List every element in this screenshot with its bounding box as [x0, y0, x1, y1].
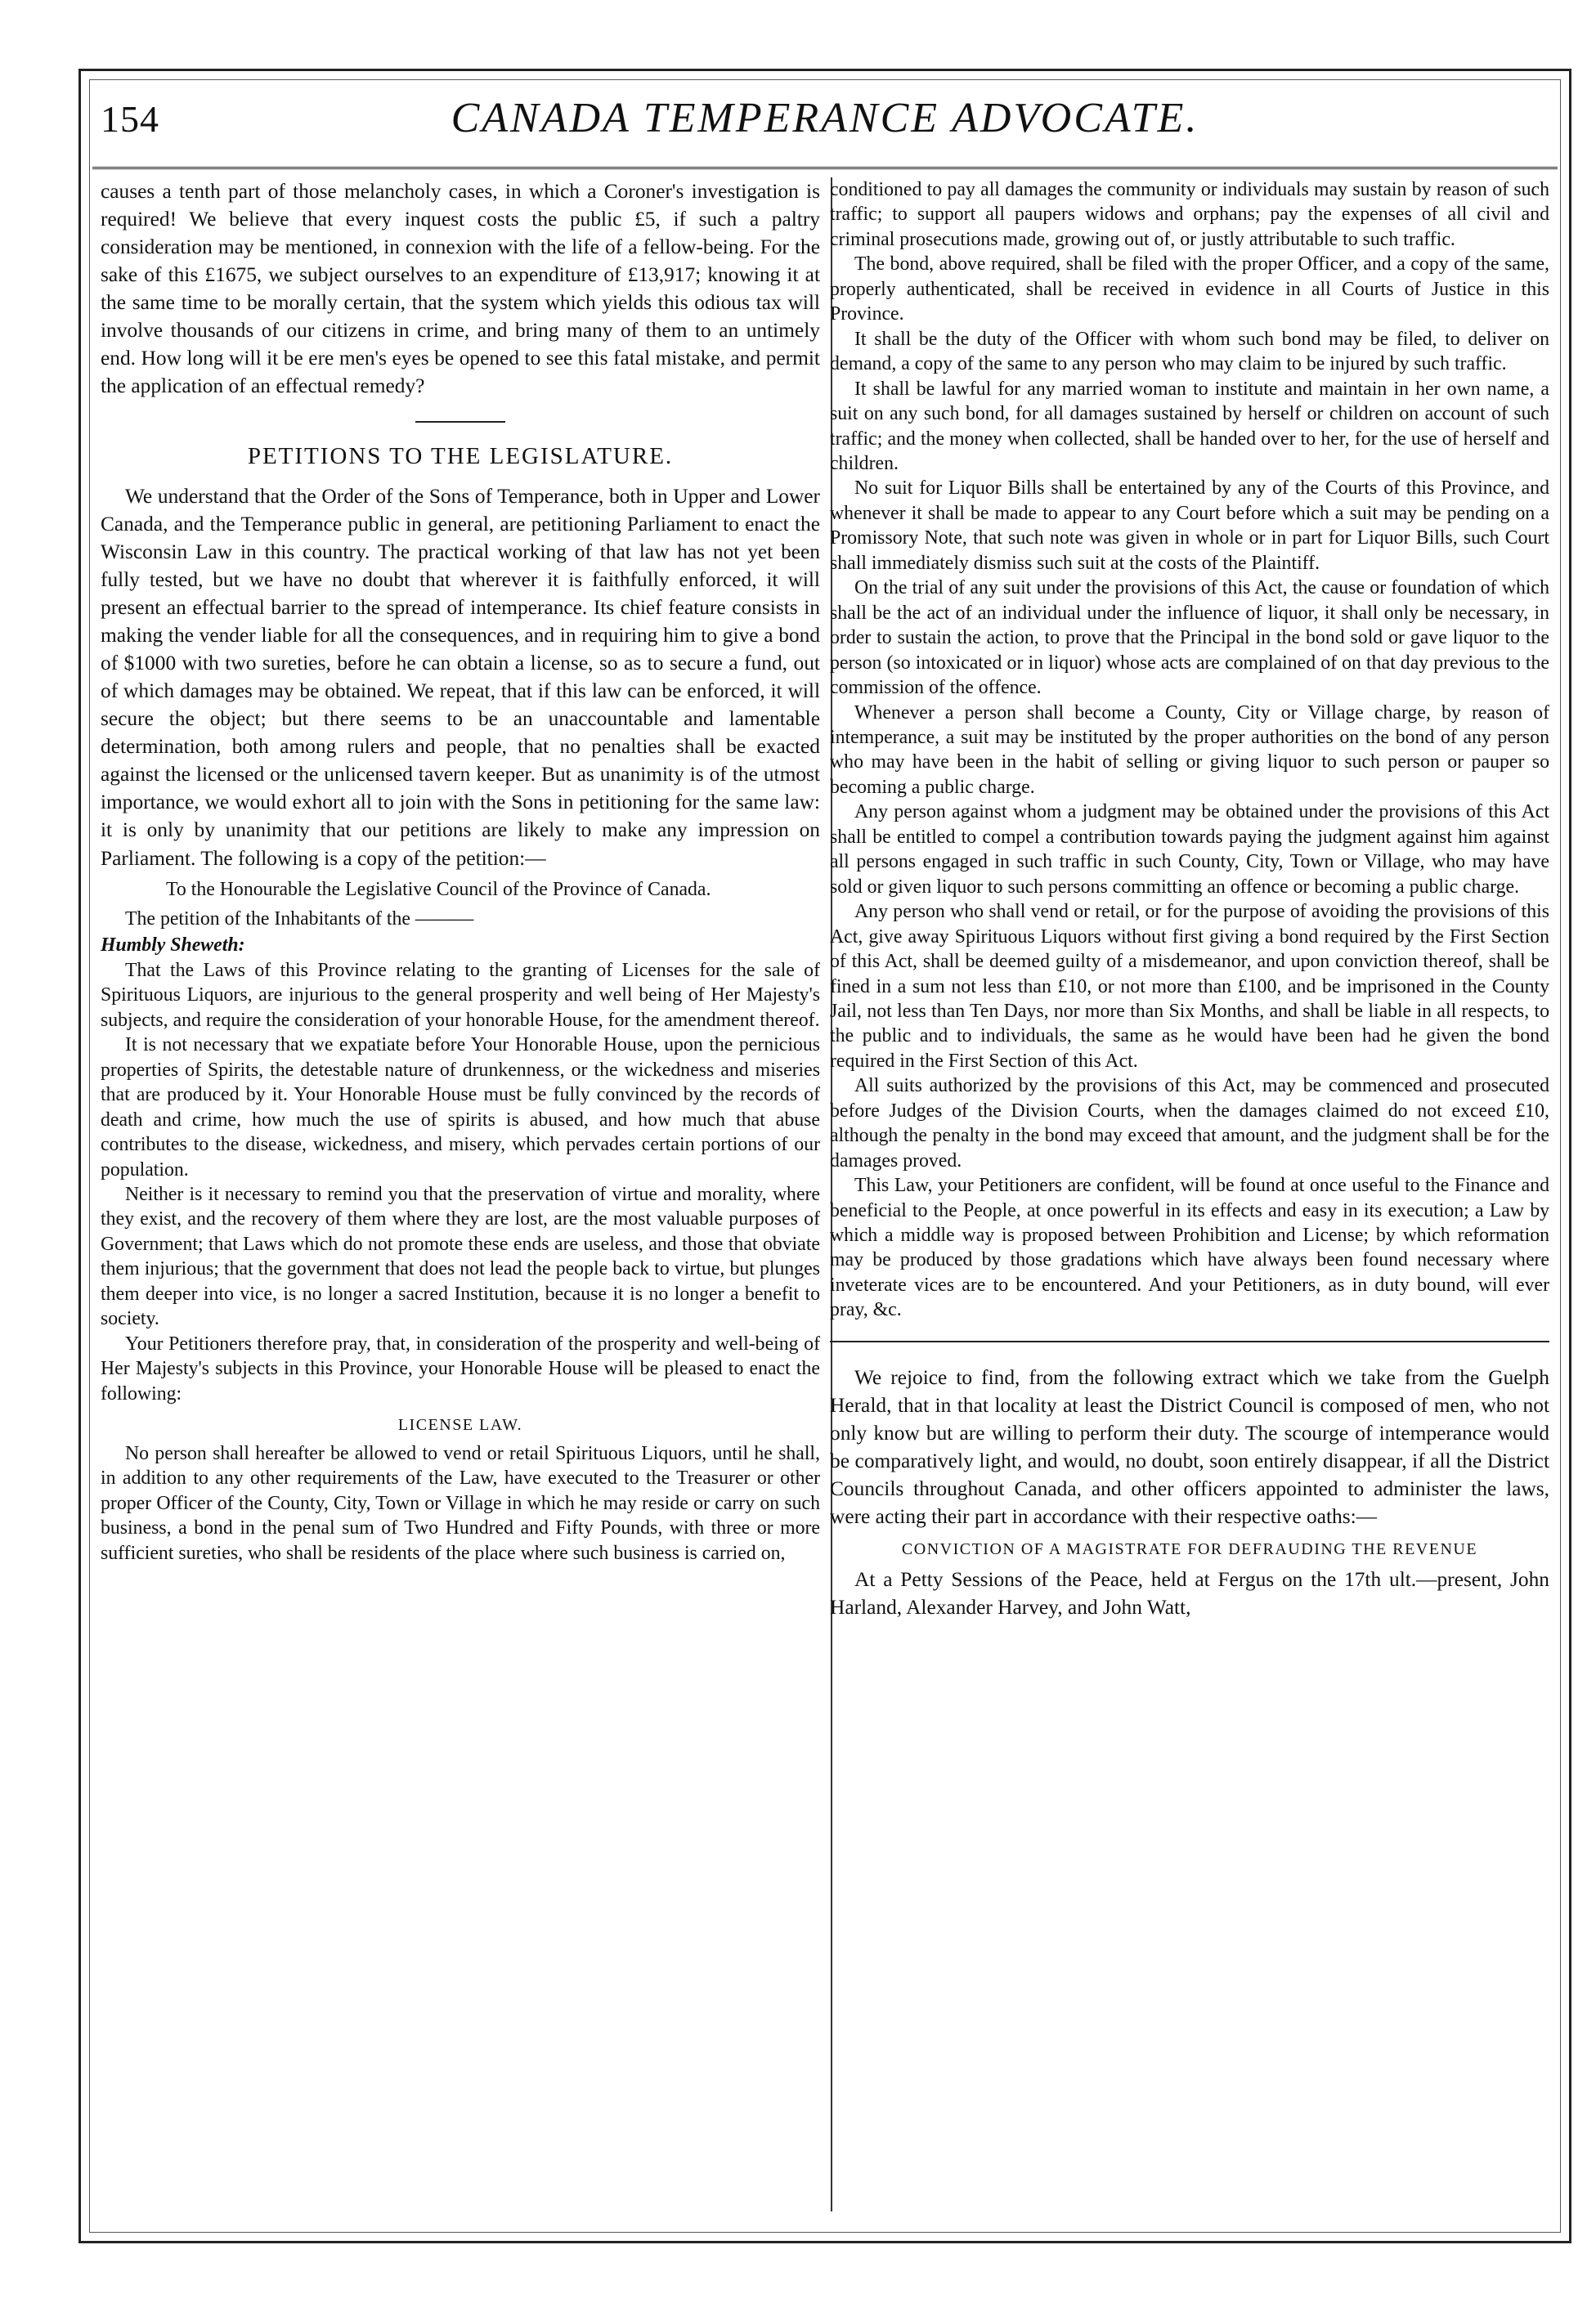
law-paragraph: The bond, above required, shall be filed with the proper Officer, and a copy of the same, properly authenticated, shall be received in evidence in all Courts of Justice in this Province. — [830, 253, 1549, 325]
petition-paragraph: It is not necessary that we expatiate before Your Honorable House, upon the pernicious properties of Spirits, the detestable nature of drunkenness, or the wickedness and miseries that are produced by it. Your Honorable House must be fully convinced by the records of death and crime, how much the use of spirits is abused, and how much that abuse contributes to the disease, wickedness, and misery, which pervades certain portions of our population. — [101, 1034, 820, 1181]
license-law-heading: LICENSE LAW. — [397, 1416, 523, 1435]
section-rule — [415, 421, 505, 423]
law-paragraph: On the trial of any suit under the provisions of this Act, the cause or foundation of which shall be the act of an individual under the influence of liquor, it shall only be necessary, in order to sustain the action, to prove that the Principal in the bond sold or gave liquor to the person (so intoxicated or in liquor) whose acts are complained of on that day previous to the commission of the offence. — [830, 577, 1549, 699]
petition-paragraph: That the Laws of this Province relating to the granting of Licenses for the sale of Spirituous Liquors, are injurious to the general prosperity and well being of Her Majesty's subjects, and require the consideration of your honorable House, for the amendment thereof. — [101, 959, 820, 1031]
petition-salutation: Humbly Sheweth: — [101, 934, 245, 957]
header-rule — [92, 167, 1558, 169]
page-number: 154 — [101, 98, 159, 140]
petition-of: The petition of the Inhabitants of the ——— — [125, 908, 474, 930]
intro-paragraph: causes a tenth part of those melancholy cases, in which a Coroner's investigation is required! We believe that every inquest costs the public £5, if such a paltry consideration may be mentioned, in connexion with the life of a fellow-being. For the sake of this £1675, we subject ourselves to an expenditure of £13,917; knowing it at the same time to be morally certain, that the system which yields this odious tax will involve thousands of our citizens in crime, and bring many of them to an untimely end. How long will it be ere men's eyes be opened to see this fatal mistake, and permit the application of an effectual remedy? — [101, 180, 820, 398]
law-paragraph: No suit for Liquor Bills shall be entertained by any of the Courts of this Province, and whenever it shall be made to appear to any Court before which a suit may be pending on a Promissory Note, that such note was given in whole or in part for Liquor Bills, such Court shall immediately dismiss such suit at the costs of the Plaintiff. — [830, 477, 1549, 574]
law-paragraph: It shall be the duty of the Officer with whom such bond may be filed, to deliver on demand, a copy of the same to any person who may claim to be injured by such traffic. — [830, 328, 1549, 375]
petitions-heading: PETITIONS TO THE LEGISLATURE. — [247, 443, 674, 470]
conviction-paragraph: At a Petty Sessions of the Peace, held at Fergus on the 17th ult.—present, John Harland, Alexander Harvey, and John Watt, — [830, 1567, 1549, 1619]
law-paragraph: Whenever a person shall become a County, City or Village charge, by reason of intemperance, a suit may be instituted by the proper authorities on the bond of any person who may have been in the habit of selling or giving liquor to such person or pauper so becoming a public charge. — [830, 701, 1549, 798]
guelph-paragraph: We rejoice to find, from the following extract which we take from the Guelph Herald, that in that locality at least the District Council is composed of men, who not only know but are willing to perform their duty. The scourge of intemperance would be comparatively light, and would, no doubt, soon entirely disappear, if all the District Councils throughout Canada, and other officers appointed to administer the laws, were acting their part in accordance with their respective oaths:— — [830, 1365, 1549, 1528]
law-paragraph: Any person who shall vend or retail, or for the purpose of avoiding the provisions of this Act, give away Spirituous Liquors without first giving a bond required by the First Section of this Act, shall be deemed guilty of a misdemeanor, and upon conviction thereof, shall be fined in a sum not less than £10, or not more than £100, and be imprisoned in the County Jail, not less than Ten Days, nor more than Six Months, and shall be liable in all respects, to the public and to individuals, the same as he would have been had he given the bond required in the First Section of this Act. — [830, 901, 1549, 1072]
law-paragraph: It shall be lawful for any married woman to institute and maintain in her own name, a suit on any such bond, for all damages sustained by herself or children on account of such traffic; and the money when collected, shall be handed over to her, for the use of herself and children. — [830, 378, 1549, 474]
petitions-paragraph: We understand that the Order of the Sons of Temperance, both in Upper and Lower Canada, and the Temperance public in general, are petitioning Parliament to enact the Wisconsin Law in this country. The practical working of that law has not yet been fully tested, but we have no doubt that wherever it is faithfully enforced, it will present an effectual barrier to the spread of intemperance. Its chief feature consists in making the vender liable for all the consequences, and in requiring him to give a bond of $1000 with two sureties, before he can obtain a license, so as to secure a fund, out of which damages may be obtained. We repeat, that if this law can be enforced, it will secure the object; but there seems to be an unaccountable and lamentable determination, both among rulers and people, that no penalties shall be exacted against the licensed or the unlicensed tavern keeper. But as unanimity is of the utmost importance, we would exhort all to join with the Sons in petitioning for the same law: it is only by unanimity that our petitions are likely to make any impression on Parliament. The following is a copy of the petition:— — [101, 485, 820, 870]
petition-address: To the Honourable the Legislative Council of the Province of Canada. — [166, 878, 711, 900]
petition-paragraph: Your Petitioners therefore pray, that, in consideration of the prosperity and well-being of Her Majesty's subjects in this Province, your Honorable House will be pleased to enact the following: — [101, 1333, 820, 1405]
right-column — [830, 177, 1549, 2211]
law-paragraph: conditioned to pay all damages the community or individuals may sustain by reason of such traffic; to support all paupers widows and orphans; pay the expenses of all civil and criminal prosecutions made, growing out of, or justly attributable to such traffic. — [830, 179, 1549, 250]
conviction-heading: CONVICTION OF A MAGISTRATE FOR DEFRAUDING THE REVENUE — [901, 1540, 1478, 1559]
law-paragraph: Any person against whom a judgment may be obtained under the provisions of this Act shall be entitled to compel a contribution towards paying the judgment against him against all persons engaged in such traffic in such County, City, Town or Village, who may have sold or given liquor to such persons committing an offence or becoming a public charge. — [830, 801, 1549, 898]
page-header — [92, 79, 1558, 169]
law-paragraph: All suits authorized by the provisions of this Act, may be commenced and prosecuted before Judges of the Division Courts, when the damages claimed do not exceed £10, although the penalty in the bond may exceed that amount, and the judgment shall be for the damages proved. — [830, 1075, 1549, 1172]
left-column — [101, 177, 820, 2211]
section-rule — [830, 1341, 1549, 1342]
petition-paragraph: Neither is it necessary to remind you that the preservation of virtue and morality, where they exist, and the recovery of them where they are lost, are the most valuable purposes of Government; that Laws which do not promote these ends are useless, and those that obviate them injurious; that the government that does not lead the people back to virtue, but plunges them deeper into vice, is no longer a sacred Institution, because it is no longer a benefit to society. — [101, 1183, 820, 1330]
running-title: CANADA TEMPERANCE ADVOCATE. — [451, 95, 1199, 141]
page-frame — [78, 69, 1571, 2243]
license-law-paragraph: No person shall hereafter be allowed to vend or retail Spirituous Liquors, until he shall, in addition to any other requirements of the Law, have executed to the Treasurer or other proper Officer of the County, City, Town or Village in which he may reside or carry on such business, a bond in the penal sum of Two Hundred and Fifty Pounds, with three or more sufficient sureties, who shall be residents of the place where such business is carried on, — [101, 1442, 820, 1564]
law-paragraph: This Law, your Petitioners are confident, will be found at once useful to the Finance and beneficial to the People, at once powerful in its effects and easy in its execution; a Law by which a middle way is proposed between Prohibition and License; by which reformation may be produced by those gradations which have always been found necessary where inveterate vices are to be encountered. And your Petitioners, as in duty bound, will ever pray, &c. — [830, 1175, 1549, 1321]
columns — [101, 177, 1549, 2211]
